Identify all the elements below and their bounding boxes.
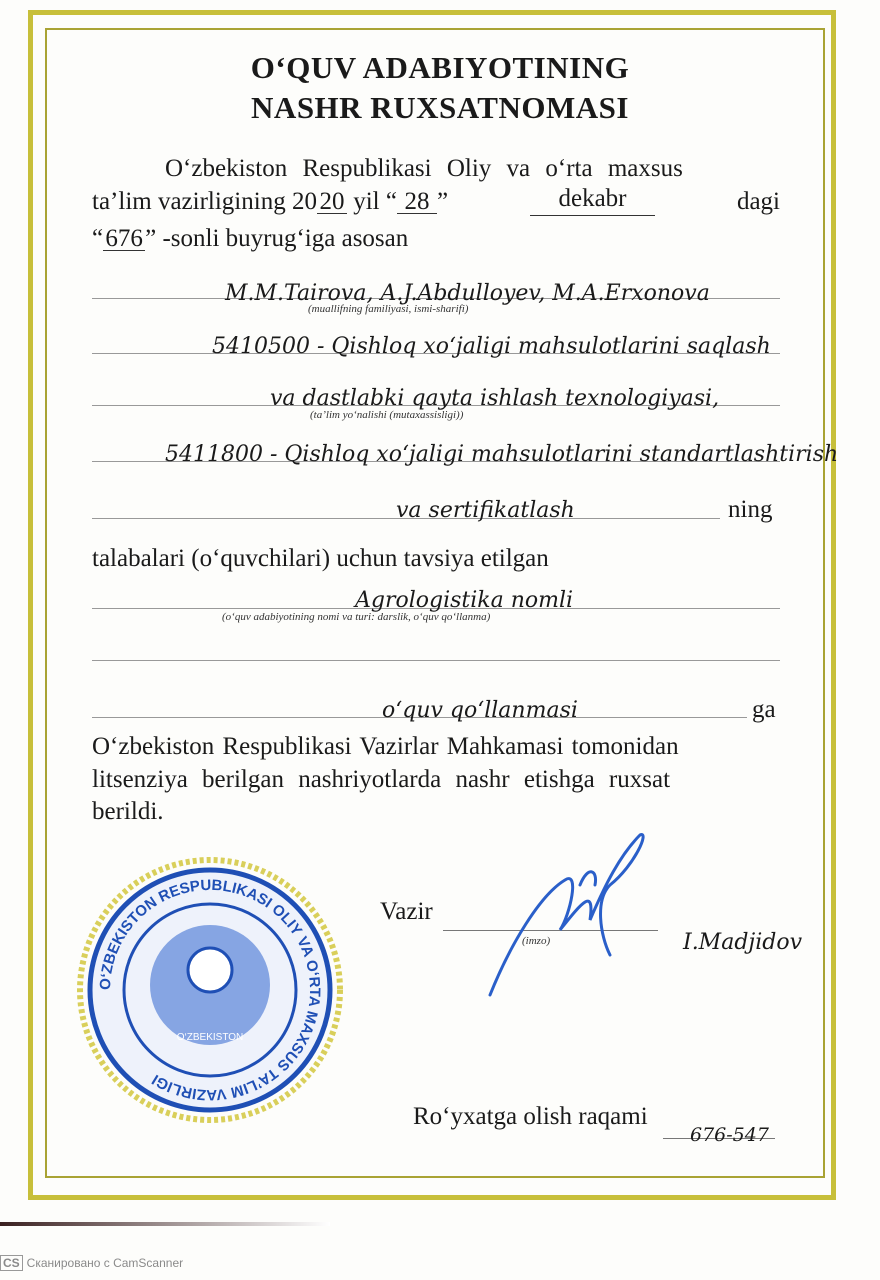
official-stamp — [75, 855, 345, 1125]
scanner-watermark — [0, 1255, 183, 1271]
book-caption: (o‘quv adabiyotining nomi va turi: darslik, o‘quv qo‘llanma) — [222, 611, 491, 623]
month-field: dekabr — [530, 188, 655, 216]
signature-name: I.Madjidov — [683, 930, 803, 955]
specialty-caption: (ta’lim yo‘nalishi (mutaxassisligi)) — [310, 409, 464, 421]
registration-value: 676-547 — [690, 1124, 769, 1146]
registration-label: Ro‘yxatga olish raqami — [413, 1103, 648, 1130]
text: ” — [436, 188, 449, 215]
permission-line-1: O‘zbekiston Respublikasi Vazirlar Mahkamasi tomonidan — [92, 733, 679, 760]
book-line-2 — [92, 660, 780, 661]
text: ta’lim vazirligining 20 — [92, 188, 317, 215]
text: ” -sonli buyrug‘iga asosan — [145, 225, 409, 252]
authors-caption: (muallifning familiyasi, ismi-sharifi) — [308, 303, 469, 315]
text: “ — [92, 225, 104, 252]
text: yil “ — [353, 188, 397, 215]
day-field: 28 — [397, 191, 437, 214]
specialty-text-2: va dastlabki qayta ishlash texnologiyasi, — [270, 386, 720, 411]
signature-role: Vazir — [380, 898, 433, 925]
book-type: o‘quv qo‘llanmasi — [382, 698, 578, 723]
title-line-2: NASHR RUXSATNOMASI — [251, 90, 629, 125]
intro-line-3 — [92, 225, 408, 253]
intro-line-1: O‘zbekiston Respublikasi Oliy va o‘rta maxsus — [165, 155, 683, 182]
intro-line-2 — [92, 185, 780, 216]
specialty-suffix: ning — [728, 496, 773, 523]
order-number-field: 676 — [103, 228, 145, 251]
signature-caption: (imzo) — [522, 935, 551, 947]
permission-line-3: berildi. — [92, 798, 164, 825]
page-edge-shadow — [0, 1222, 330, 1226]
permission-line-2: litsenziya berilgan nashriyotlarda nashr etishga ruxsat — [92, 766, 671, 793]
students-text: talabalari (o‘quvchilari) uchun tavsiya etilgan — [92, 545, 549, 572]
authors-value: M.M.Tairova, A.J.Abdulloyev, M.A.Erxonova — [225, 281, 710, 306]
book-suffix: ga — [752, 696, 776, 723]
watermark-text: Сканировано с CamScanner — [26, 1256, 184, 1270]
specialty-text-4: va sertifikatlash — [396, 498, 575, 523]
stamp-ring-text: O‘ZBEKISTON RESPUBLIKASI OLIY VA O‘RTA MAXSUS TA’LIM VAZIRLIGI — [96, 876, 324, 1104]
handwritten-signature — [470, 825, 660, 1005]
specialty-text-1: 5410500 - Qishloq xo‘jaligi mahsulotlarini saqlash — [212, 334, 771, 359]
camscanner-logo: CS — [0, 1255, 23, 1271]
stamp-center-text: O‘ZBEKISTON — [176, 1032, 244, 1043]
year-field: 20 — [317, 191, 347, 214]
text: dagi — [736, 188, 780, 215]
specialty-text-3: 5411800 - Qishloq xo‘jaligi mahsulotlarini standartlashtirish — [165, 442, 839, 467]
title-line-1: O‘QUV ADABIYOTINING — [250, 50, 630, 85]
book-name: Agrologistika nomli — [355, 588, 574, 613]
